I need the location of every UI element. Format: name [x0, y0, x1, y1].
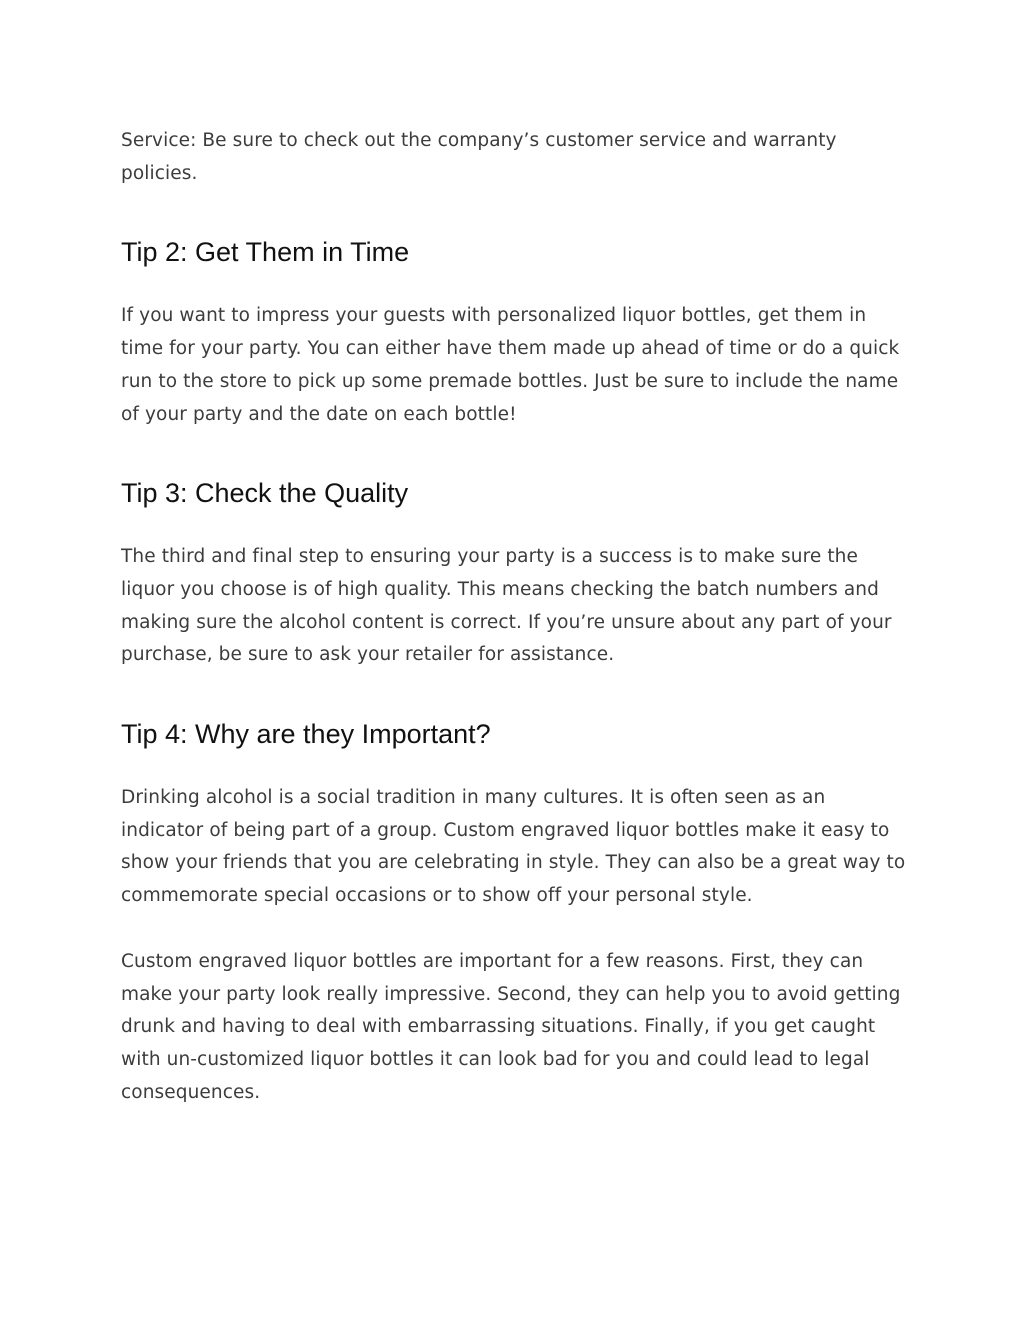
- heading-tip-4: Tip 4: Why are they Important?: [121, 719, 491, 750]
- document-page: [121, 125, 911, 1109]
- paragraph-tip-4-a: Drinking alcohol is a social tradition in many cultures. It is often seen as an indicator of being part of a group. Custom engraved liquor bottles make it easy to show your friends that you are celebrating in style. They can also be a great way to commemorate special occasions or to show off your personal style.: [121, 787, 906, 907]
- heading-tip-2: Tip 2: Get Them in Time: [121, 237, 410, 268]
- paragraph-tip-3: The third and final step to ensuring your party is a success is to make sure the liquor you choose is of high quality. This means checking the batch numbers and making sure the alcohol content is correct. If you’re unsure about any part of your purchase, be sure to ask your retailer for assistance.: [121, 546, 892, 666]
- paragraph-tip-4-b: Custom engraved liquor bottles are important for a few reasons. First, they can make your party look really impressive. Second, they can help you to avoid getting drunk and having to deal with embarrassing situations. Finally, if you get caught with un-customized liquor bottles it can look bad for you and could lead to legal consequences.: [121, 950, 901, 1103]
- paragraph-tip-2: If you want to impress your guests with personalized liquor bottles, get them in time for your party. You can either have them made up ahead of time or do a quick run to the store to pick up some premade bottles. Just be sure to include the name of your party and the date on each bottle!: [121, 305, 900, 425]
- intro-paragraph: Service: Be sure to check out the company’s customer service and warranty policies.: [121, 130, 837, 184]
- heading-tip-3: Tip 3: Check the Quality: [121, 478, 409, 509]
